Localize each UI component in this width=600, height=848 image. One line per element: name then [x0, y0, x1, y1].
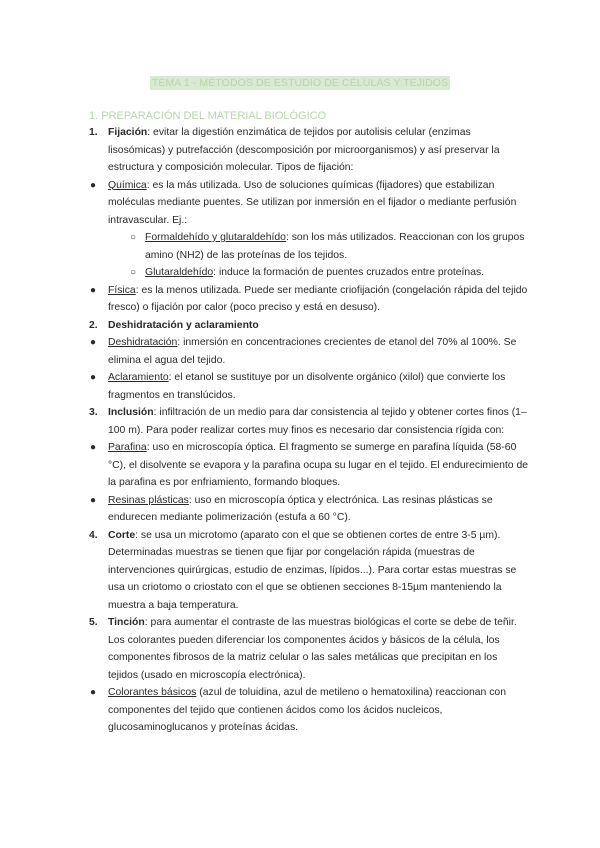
bullet-marker: ○: [130, 267, 137, 278]
bullet-marker: ●: [90, 284, 97, 296]
item-text: : para aumentar el contraste de las muestras biológicas el corte se debe de teñir. Los colorantes pueden diferenciar los componentes ácidos y básicos de la célula, los componentes fibrosos de la matriz celular o las sales metálicas que precipitan en los tejidos (usado en microscopía electrónica).: [108, 617, 517, 681]
item-term: Inclusión: [108, 407, 154, 418]
item-number: 3.: [89, 407, 98, 418]
section-heading: 1. PREPARACIÓN DEL MATERIAL BIOLÓGICO: [89, 110, 327, 122]
list-item: [0, 369, 530, 404]
item-text: : el etanol se sustituye por un disolvente orgánico (xilol) que convierte los fragmentos en translúcidos.: [108, 372, 506, 401]
bullet-marker: ●: [90, 442, 97, 453]
list-item: [0, 264, 530, 282]
item-term: Corte: [108, 529, 136, 541]
list-item: [0, 439, 530, 492]
item-text: : evitar la digestión enzimática de tejidos por autolisis celular (enzimas lisosómicas) y putrefacción (descomposición por microorganismos) y así preservar la estructura y composición molecular. Tipos de fijación:: [108, 127, 500, 173]
list-item: [0, 614, 530, 684]
list-item: [0, 404, 530, 439]
item-text: : uso en microscopía óptica. El fragmento se sumerge en parafina líquida (58-60 °C), el disolvente se evapora y la parafina ocupa su lugar en el tejido. El endurecimiento de la parafina es por enfriamiento, formando bloques.: [108, 442, 529, 488]
list-item: [0, 124, 530, 177]
item-number: 5.: [89, 617, 98, 628]
item-text: : inmersión en concentraciones crecientes de etanol del 70% al 100%. Se elimina el agua del tejido.: [108, 337, 517, 366]
list-item: [0, 334, 530, 369]
title-wrap: [0, 73, 600, 91]
document-title: TEMA 1 - MÉTODOS DE ESTUDIO DE CÉLULAS Y TEJIDOS: [151, 77, 449, 89]
item-text: : induce la formación de puentes cruzados entre proteínas.: [213, 267, 485, 278]
item-term: Parafina: [108, 442, 147, 453]
list-item: [0, 282, 530, 317]
item-text: : infiltración de un medio para dar consistencia al tejido y obtener cortes finos (1– 100 m). Para poder realizar cortes muy finos es necesario dar consistencia rígida con:: [108, 407, 527, 436]
bullet-marker: ○: [130, 232, 137, 243]
bullet-marker: ●: [90, 179, 97, 191]
item-text: : es la menos utilizada. Puede ser mediante criofijación (congelación rápida del tejido fresco) o fijación por calor (poco preciso y está en desuso).: [108, 284, 528, 313]
item-term: Deshidratación y aclaramiento: [108, 319, 259, 331]
item-term: Fijación: [108, 127, 148, 138]
item-term: Tinción: [108, 617, 145, 628]
item-number: 1.: [89, 127, 98, 138]
list-item: [0, 527, 530, 615]
bullet-marker: ●: [90, 687, 97, 698]
list-item: [0, 229, 530, 264]
item-term: Química: [108, 179, 147, 191]
bullet-marker: ●: [90, 337, 97, 348]
item-text: (azul de toluidina, azul de metileno o hematoxilina) reaccionan con componentes del tejido que contienen ácidos como los ácidos nucleicos, glucosaminoglucanos y proteínas ácidas.: [108, 687, 506, 733]
item-text: : es la más utilizada. Uso de soluciones químicas (fijadores) que estabilizan moléculas mediante puentes. Se utilizan por inmersión en el fijador o mediante perfusión intravascular. Ej.:: [108, 179, 517, 226]
item-number: 2.: [89, 319, 98, 331]
list-item: [0, 684, 530, 737]
list-item: [0, 492, 530, 527]
item-number: 4.: [89, 529, 98, 541]
list-item: [0, 317, 530, 335]
item-term: Glutaraldehído: [145, 267, 214, 278]
item-term: Colorantes básicos: [108, 687, 197, 698]
list-item: [0, 177, 530, 230]
list-content: [0, 124, 600, 737]
item-term: Física: [108, 284, 136, 296]
item-term: Resinas plásticas: [108, 494, 189, 506]
item-text: : se usa un microtomo (aparato con el que se obtienen cortes de entre 3-5 µm). Determinadas muestras se tienen que fijar por congelación rápida (muestras de intervenciones quirúrgicas, estudio de enzimas, lípidos...). Para cortar estas muestras se usa un criotomo o criostato con el que se obtienen secciones 8-15µm manteniendo la muestra a baja temperatura.: [108, 529, 517, 611]
bullet-marker: ●: [90, 494, 97, 506]
bullet-marker: ●: [90, 372, 97, 383]
item-term: Aclaramiento: [108, 372, 169, 383]
item-text: : son los más utilizados. Reaccionan con los grupos amino (NH2) de las proteínas de los tejidos.: [145, 232, 525, 261]
item-term: Formaldehído y glutaraldehído: [145, 232, 286, 243]
item-term: Deshidratación: [108, 337, 178, 348]
item-text: : uso en microscopía óptica y electrónica. Las resinas plásticas se endurecen mediante polimerización (estufa a 60 °C).: [108, 494, 493, 523]
